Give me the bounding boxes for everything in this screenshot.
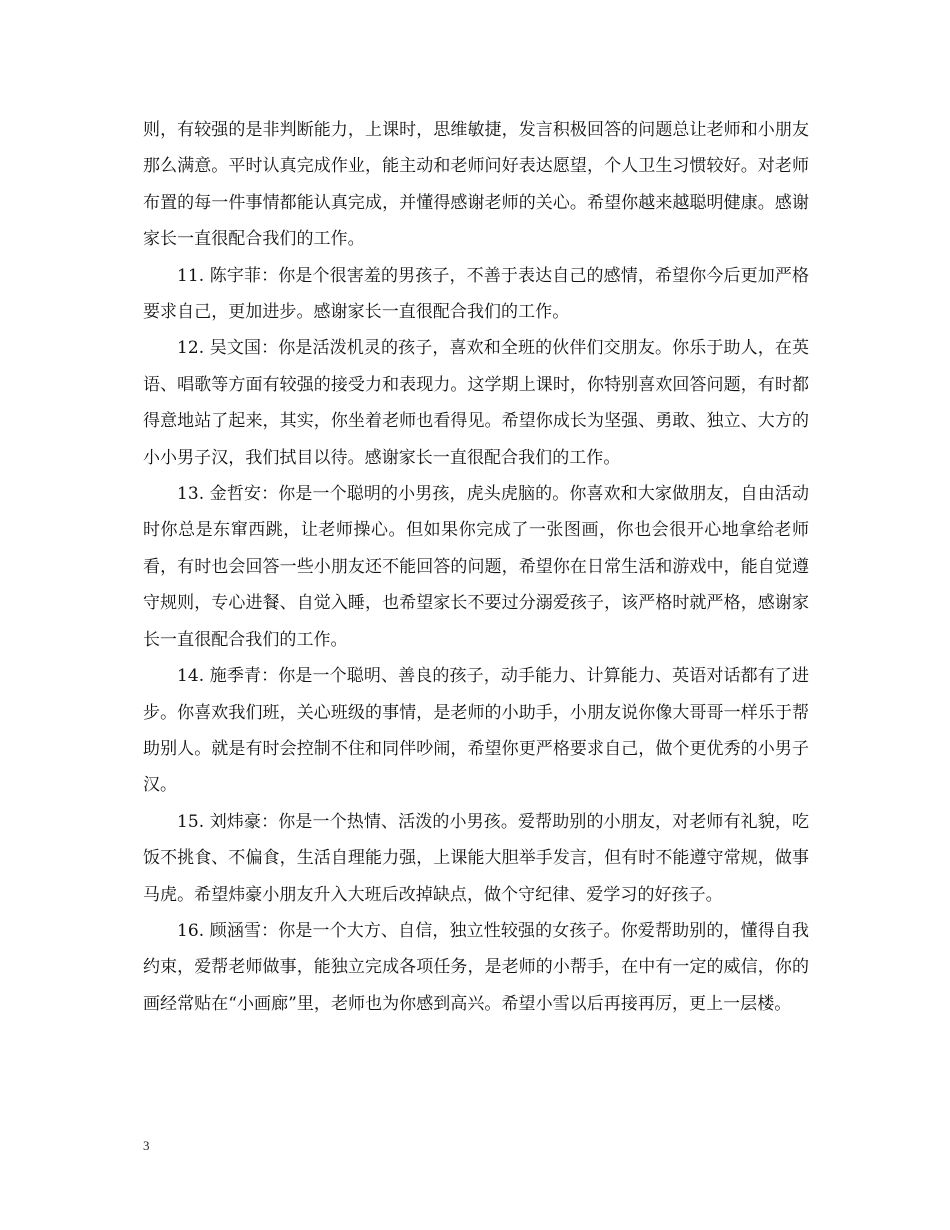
paragraph-item-16: 16. 顾涵雪：你是一个大方、自信，独立性较强的女孩子。你爱帮助别的，懂得自我约束，爱帮老师做事，能独立完成各项任务，是老师的小帮手，在中有一定的威信，你的画经常贴在“小画廊”里，老师也为你感到高兴。希望小雪以后再接再厉，更上一层楼。	[143, 920, 809, 1014]
paragraph-item-12: 12. 吴文国：你是活泼机灵的孩子，喜欢和全班的伙伴们交朋友。你乐于助人，在英语、唱歌等方面有较强的接受力和表现力。这学期上课时，你特别喜欢回答问题，有时都得意地站了起来，其实，你坐着老师也看得见。希望你成长为坚强、勇敢、独立、大方的小小男子汉，我们拭目以待。感谢家长一直很配合我们的工作。	[143, 338, 809, 468]
paragraph-continuation: 则，有较强的是非判断能力，上课时，思维敏捷，发言积极回答的问题总让老师和小朋友那么满意。平时认真完成作业，能主动和老师问好表达愿望，个人卫生习惯较好。对老师布置的每一件事情都能认真完成，并懂得感谢老师的关心。希望你越来越聪明健康。感谢家长一直很配合我们的工作。	[143, 120, 809, 250]
paragraph-item-14: 14. 施季青：你是一个聪明、善良的孩子，动手能力、计算能力、英语对话都有了进步。你喜欢我们班，关心班级的事情，是老师的小助手，小朋友说你像大哥哥一样乐于帮助别人。就是有时会控制不住和同伴吵闹，希望你更严格要求自己，做个更优秀的小男子汉。	[143, 666, 809, 796]
paragraph-item-15: 15. 刘炜豪：你是一个热情、活泼的小男孩。爱帮助别的小朋友，对老师有礼貌，吃饭不挑食、不偏食，生活自理能力强，上课能大胆举手发言，但有时不能遵守常规，做事马虎。希望炜豪小朋友升入大班后改掉缺点，做个守纪律、爱学习的好孩子。	[143, 811, 809, 905]
page-number: 3	[143, 1138, 150, 1153]
paragraph-item-11: 11. 陈宇菲：你是个很害羞的男孩子，不善于表达自己的感情，希望你今后更加严格要求自己，更加进步。感谢家长一直很配合我们的工作。	[143, 265, 809, 323]
document-body	[143, 112, 809, 1022]
paragraph-item-13: 13. 金哲安：你是一个聪明的小男孩，虎头虎脑的。你喜欢和大家做朋友，自由活动时你总是东窜西跳，让老师操心。但如果你完成了一张图画，你也会很开心地拿给老师看，有时也会回答一些小朋友还不能回答的问题，希望你在日常生活和游戏中，能自觉遵守规则，专心进餐、自觉入睡，也希望家长不要过分溺爱孩子，该严格时就严格，感谢家长一直很配合我们的工作。	[143, 484, 809, 650]
